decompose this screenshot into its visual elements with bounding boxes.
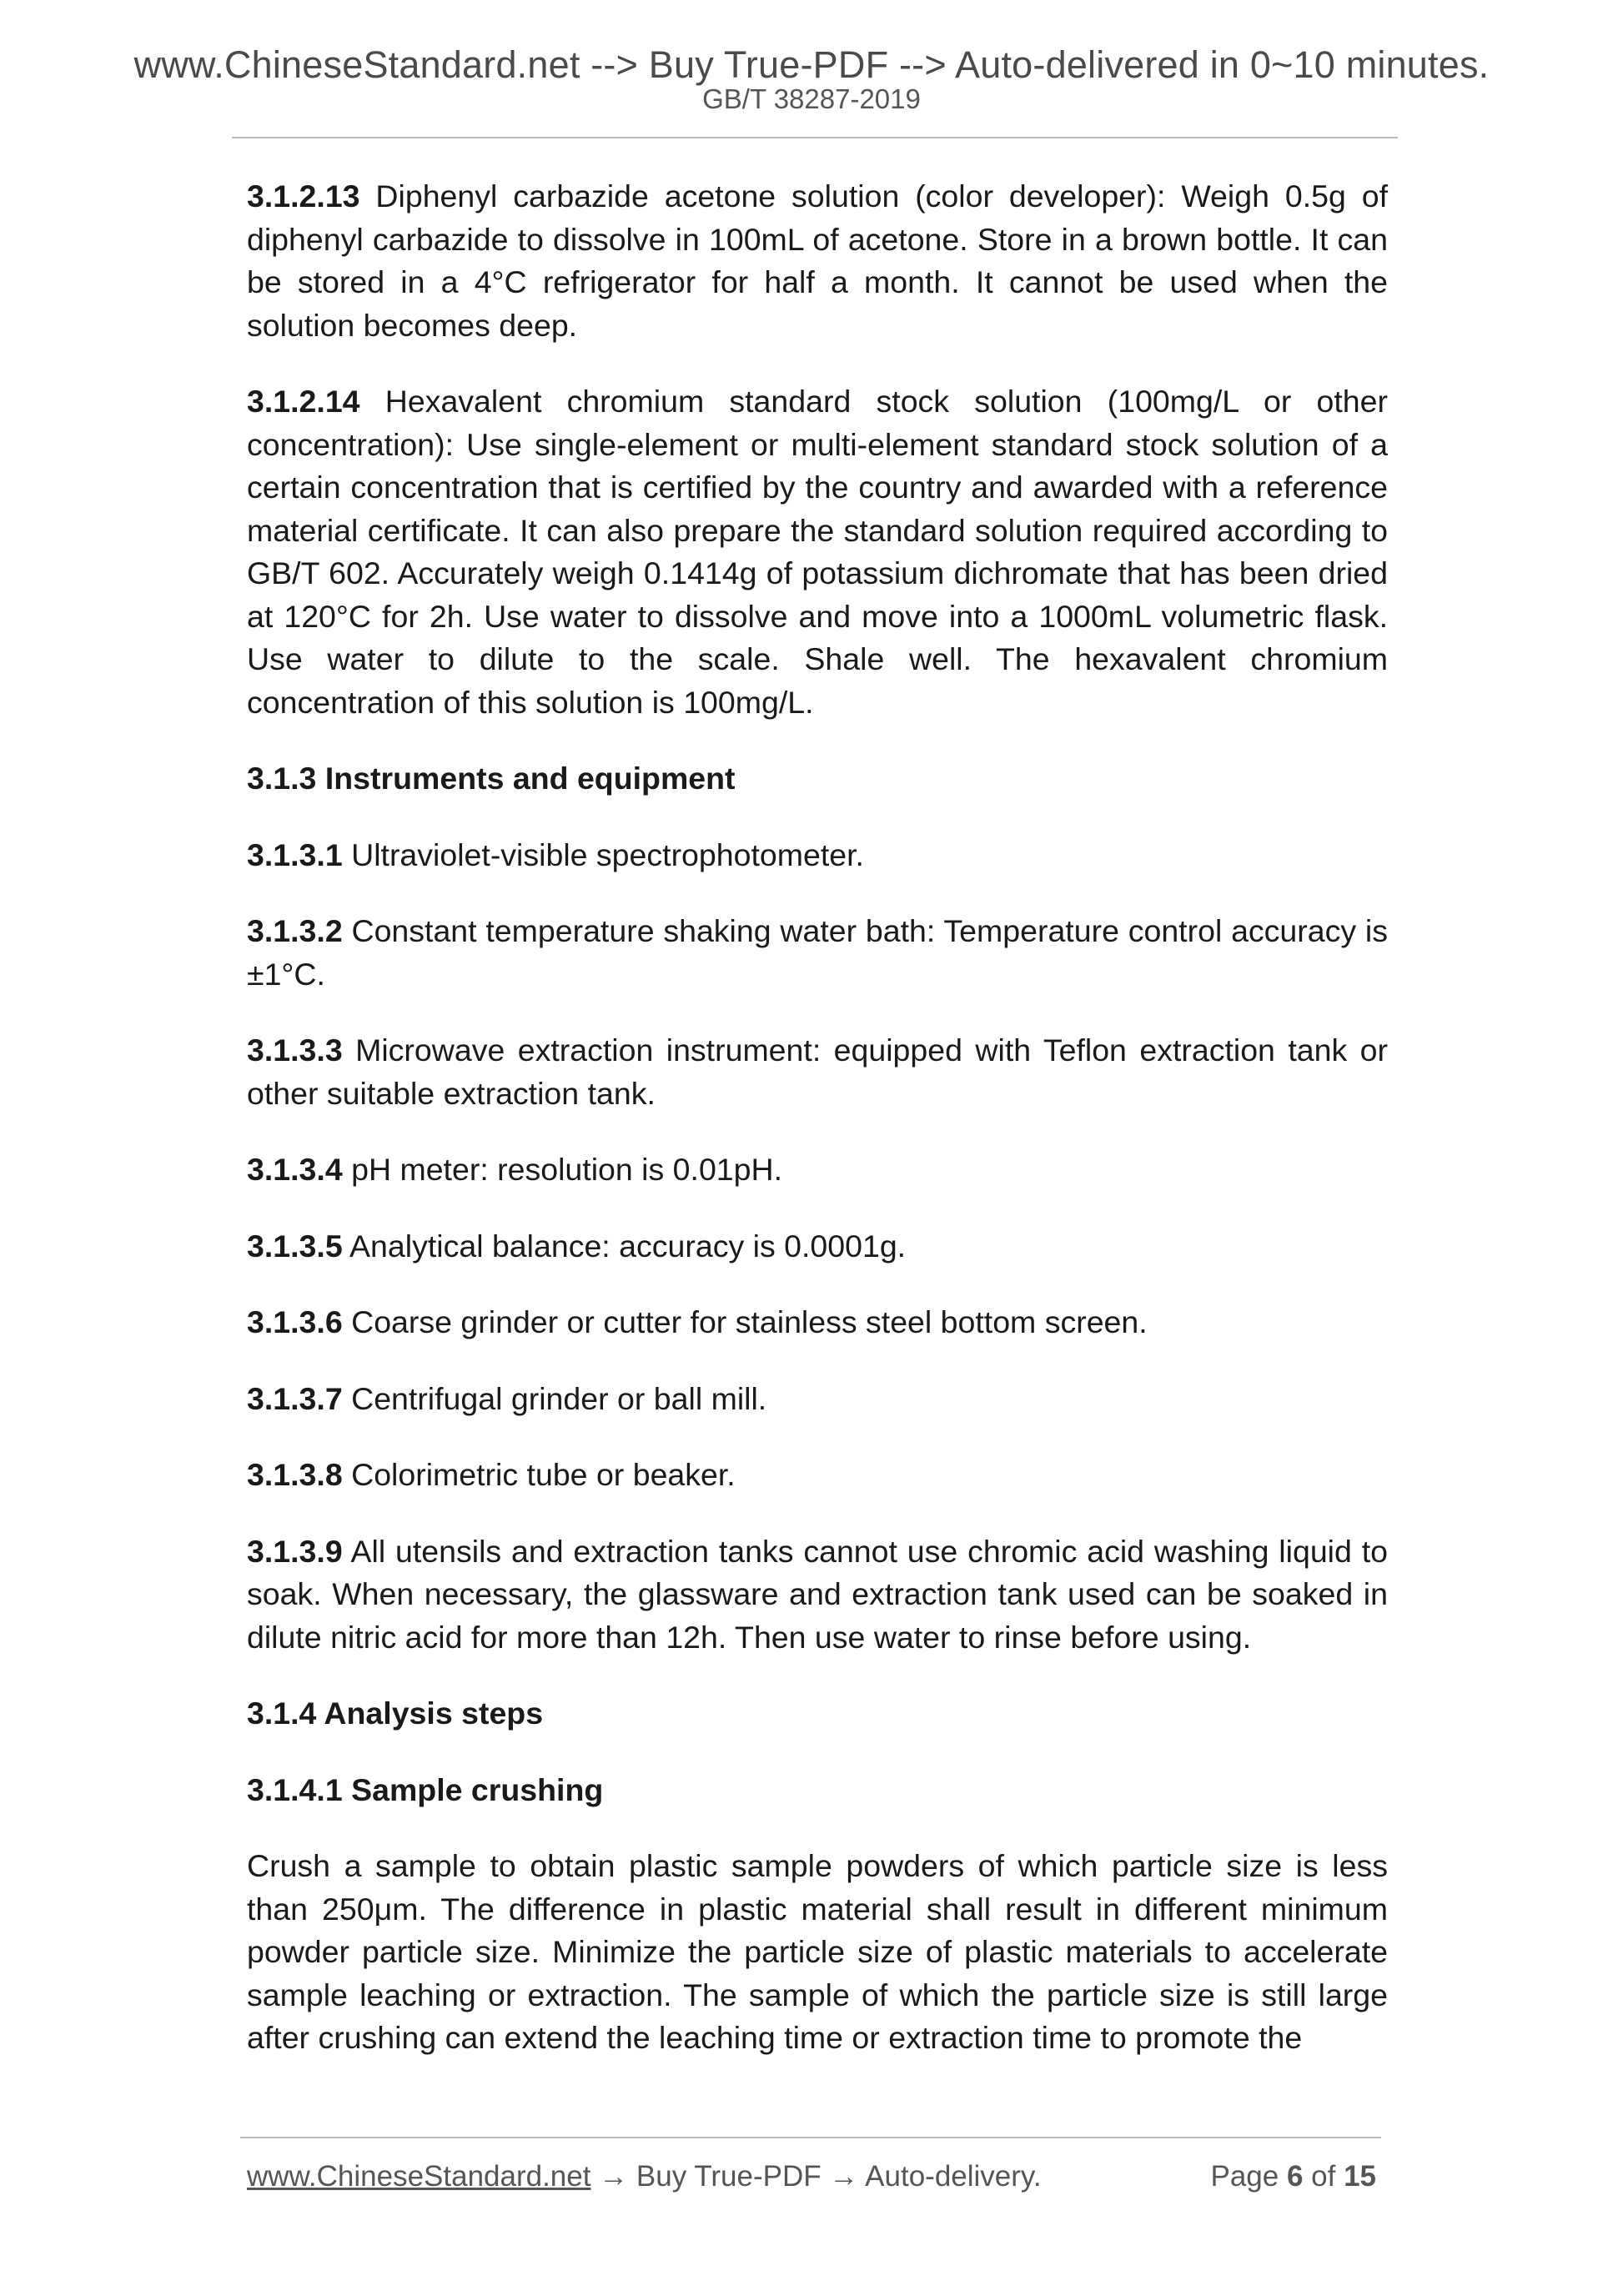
site-link[interactable]: www.ChineseStandard.net (247, 2160, 591, 2193)
clause-number: 3.1.3.6 (247, 1304, 343, 1339)
clause-text: Analytical balance: accuracy is 0.0001g. (342, 1228, 907, 1264)
clause-text: Coarse grinder or cutter for stainless steel bottom screen. (342, 1304, 1148, 1339)
page-total: 15 (1344, 2160, 1376, 2193)
clause-number: 3.1.3.4 (247, 1152, 343, 1187)
clause-3-1-3-2 (247, 910, 1388, 996)
header-divider (232, 137, 1398, 138)
page-body (247, 175, 1388, 2093)
clause-text: pH meter: resolution is 0.01pH. (342, 1152, 783, 1187)
clause-3-1-2-13 (247, 175, 1388, 347)
document-code: GB/T 38287-2019 (702, 83, 921, 114)
clause-3-1-2-14 (247, 380, 1388, 724)
clause-3-1-3-1 (247, 834, 1388, 877)
section-heading-sample-crushing: 3.1.4.1 Sample crushing (247, 1771, 604, 1807)
paragraph-sample-crushing: Crush a sample to obtain plastic sample powders of which particle size is less than 250μm. The difference in plastic material shall result in different minimum powder particle size. Minimize the particle size of plastic materials to accelerate sample leaching or extraction. The sample of which the particle size is still large after crushing can extend the leaching time or extraction time to promote the (247, 1848, 1388, 2055)
section-heading-instruments: 3.1.3 Instruments and equipment (247, 761, 736, 796)
clause-3-1-3-6 (247, 1301, 1388, 1344)
clause-3-1-3-7 (247, 1378, 1388, 1421)
clause-text: Diphenyl carbazide acetone solution (color developer): Weigh 0.5g of diphenyl carbazide to dissolve in 100mL of acetone. Store in a brown bottle. It can be stored in a 4°C refrigerator for half a month. It cannot be used when the solution becomes deep. (247, 178, 1388, 343)
clause-text: Ultraviolet-visible spectrophotometer. (342, 837, 864, 872)
page-number (1210, 2158, 1376, 2195)
clause-3-1-3-9 (247, 1530, 1388, 1660)
clause-number: 3.1.3.7 (247, 1380, 343, 1416)
section-heading-analysis-steps: 3.1.4 Analysis steps (247, 1696, 544, 1731)
clause-number: 3.1.2.13 (247, 178, 360, 214)
clause-number: 3.1.3.2 (247, 913, 343, 948)
clause-3-1-3-5 (247, 1225, 1388, 1269)
footer-divider (240, 2137, 1381, 2138)
clause-text: All utensils and extraction tanks cannot use chromic acid washing liquid to soak. When necessary, the glassware and extraction tank used can be soaked in dilute nitric acid for more than 12h. Then use water to rinse before using. (247, 1533, 1388, 1655)
footer-delivery-text: → Auto-delivery. (821, 2160, 1042, 2193)
page-current: 6 (1286, 2160, 1304, 2193)
page-of: of (1303, 2160, 1344, 2193)
clause-number: 3.1.3.9 (247, 1533, 343, 1569)
footer-purchase-line (247, 2158, 1042, 2195)
page-label: Page (1210, 2160, 1287, 2193)
clause-text: Constant temperature shaking water bath: Temperature control accuracy is ±1°C. (247, 913, 1388, 992)
clause-text: Microwave extraction instrument: equipped with Teflon extraction tank or other suitable extraction tank. (247, 1032, 1388, 1111)
clause-text: Hexavalent chromium standard stock solution (100mg/L or other concentration): Use single-element or multi-element standard stock solution of a certain concentration that is certified by the country and awarded with a reference material certificate. It can also prepare the standard solution required according to GB/T 602. Accurately weigh 0.1414g of potassium dichromate that has been dried at 120°C for 2h. Use water to dissolve and move into a 1000mL volumetric flask. Use water to dilute to the scale. Shale well. The hexavalent chromium concentration of this solution is 100mg/L. (247, 384, 1388, 720)
clause-3-1-3-4 (247, 1148, 1388, 1192)
clause-number: 3.1.3.8 (247, 1457, 343, 1492)
clause-3-1-3-3 (247, 1029, 1388, 1115)
clause-number: 3.1.3.3 (247, 1032, 343, 1068)
site-banner: www.ChineseStandard.net --> Buy True-PDF --> Auto-delivered in 0~10 minutes. (133, 43, 1490, 86)
clause-number: 3.1.2.14 (247, 384, 360, 419)
clause-number: 3.1.3.1 (247, 837, 343, 872)
clause-text: Centrifugal grinder or ball mill. (342, 1380, 767, 1416)
clause-3-1-3-8 (247, 1454, 1388, 1497)
footer-buy-text: → Buy True-PDF (590, 2160, 822, 2193)
clause-number: 3.1.3.5 (247, 1228, 343, 1264)
clause-text: Colorimetric tube or beaker. (342, 1457, 736, 1492)
